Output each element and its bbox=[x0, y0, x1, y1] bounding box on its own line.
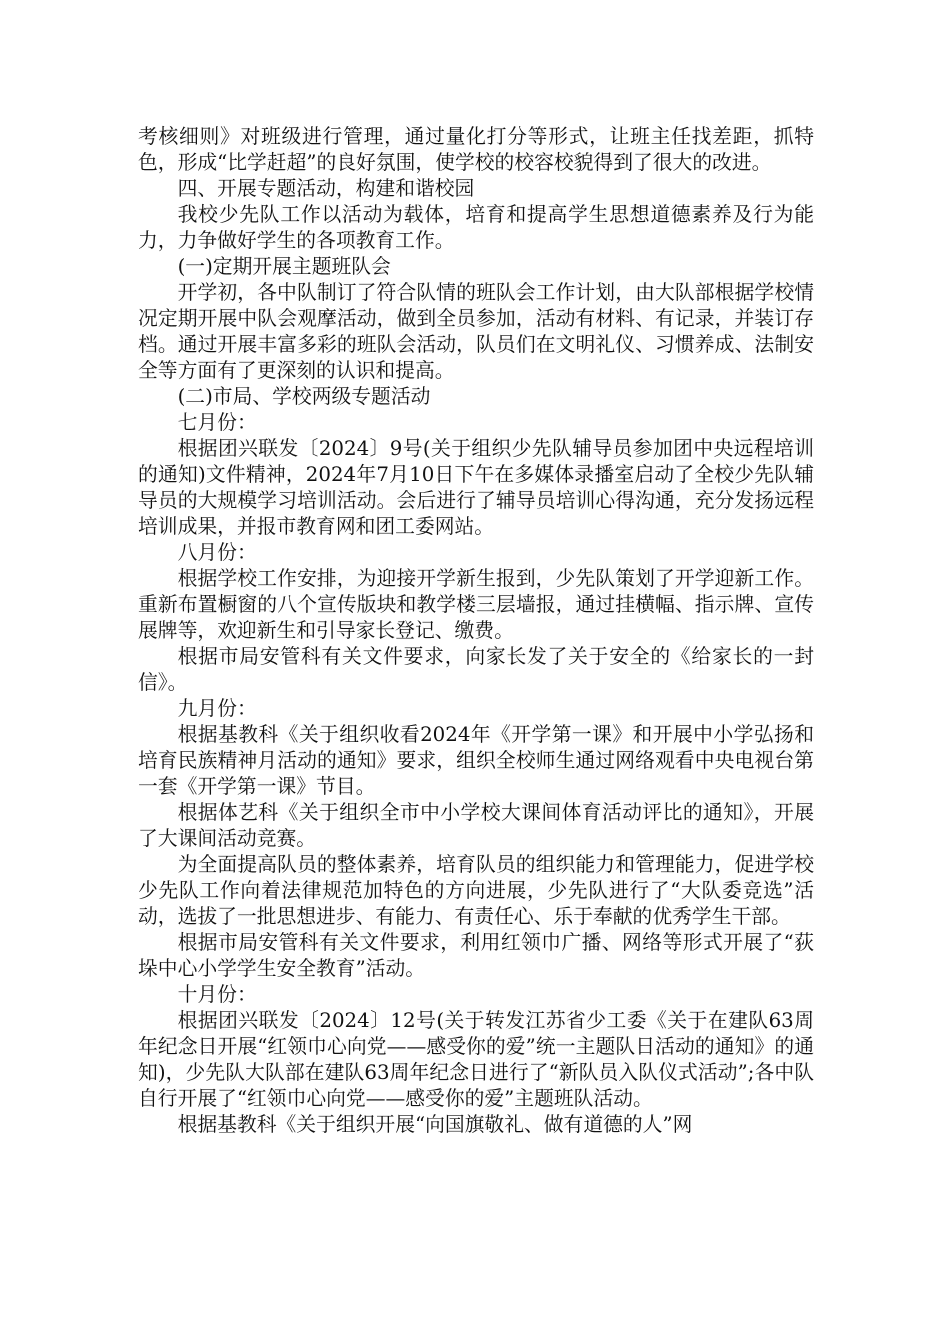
month-heading-october: 十月份： bbox=[177, 983, 257, 1006]
paragraph-july-training: 根据团兴联发〔2024〕9号(关于组织少先队辅导员参加团中央远程培训的通知)文件精神，2024年7月10日下午在多媒体录播室启动了全校少先队辅导员的大规模学习培训活动。会后进行了辅导员培训心得沟通，充分发扬远程培训成果，并报市教育网和团工委网站。 bbox=[138, 437, 814, 538]
month-heading-july: 七月份： bbox=[177, 411, 257, 434]
paragraph-august-welcome: 根据学校工作安排，为迎接开学新生报到，少先队策划了开学迎新工作。重新布置橱窗的八个宣传版块和教学楼三层墙报，通过挂横幅、指示牌、宣传展牌等，欢迎新生和引导家长登记、缴费。 bbox=[138, 567, 814, 642]
document-body bbox=[138, 124, 814, 1138]
paragraph-september-first-lesson: 根据基教科《关于组织收看2024年《开学第一课》和开展中小学弘扬和培育民族精神月活动的通知》要求，组织全校师生通过网络观看中央电视台第一套《开学第一课》节目。 bbox=[138, 723, 814, 798]
paragraph-assessment-rules: 考核细则》对班级进行管理，通过量化打分等形式，让班主任找差距，抓特色，形成“比学赶超”的良好氛围，使学校的校容校貌得到了很大的改进。 bbox=[138, 125, 814, 174]
paragraph-intro: 我校少先队工作以活动为载体，培育和提高学生思想道德素养及行为能力，力争做好学生的各项教育工作。 bbox=[138, 203, 814, 252]
paragraph-september-election: 为全面提高队员的整体素养，培育队员的组织能力和管理能力，促进学校少先队工作向着法律规范加特色的方向进展，少先队进行了“大队委竞选”活动，选拔了一批思想进步、有能力、有责任心、乐于奉献的优秀学生干部。 bbox=[138, 853, 814, 928]
heading-section-four: 四、开展专题活动，构建和谐校园 bbox=[177, 177, 475, 200]
paragraph-august-letter: 根据市局安管科有关文件要求，向家长发了关于安全的《给家长的一封信》。 bbox=[138, 645, 814, 694]
heading-subsection-two: (二)市局、学校两级专题活动 bbox=[177, 385, 431, 408]
paragraph-october-flag: 根据基教科《关于组织开展“向国旗敬礼、做有道德的人”网 bbox=[177, 1113, 693, 1136]
paragraph-september-safety: 根据市局安管科有关文件要求，利用红领巾广播、网络等形式开展了“荻垛中心小学学生安全教育”活动。 bbox=[138, 931, 814, 980]
month-heading-september: 九月份： bbox=[177, 697, 257, 720]
paragraph-class-meetings: 开学初，各中队制订了符合队情的班队会工作计划，由大队部根据学校情况定期开展中队会观摩活动，做到全员参加，活动有材料、有记录，并装订存档。通过开展丰富多彩的班队会活动，队员们在文明礼仪、习惯养成、法制安全等方面有了更深刻的认识和提高。 bbox=[138, 281, 814, 382]
paragraph-october-anniversary: 根据团兴联发〔2024〕12号(关于转发江苏省少工委《关于在建队63周年纪念日开展“红领巾心向党——感受你的爱”统一主题队日活动的通知》的通知)，少先队大队部在建队63周年纪念日进行了“新队员入队仪式活动”;各中队自行开展了“红领巾心向党——感受你的爱”主题班队活动。 bbox=[138, 1009, 814, 1110]
heading-subsection-one: (一)定期开展主题班队会 bbox=[177, 255, 391, 278]
month-heading-august: 八月份： bbox=[177, 541, 257, 564]
paragraph-september-break-activities: 根据体艺科《关于组织全市中小学校大课间体育活动评比的通知》，开展了大课间活动竞赛。 bbox=[138, 801, 814, 850]
